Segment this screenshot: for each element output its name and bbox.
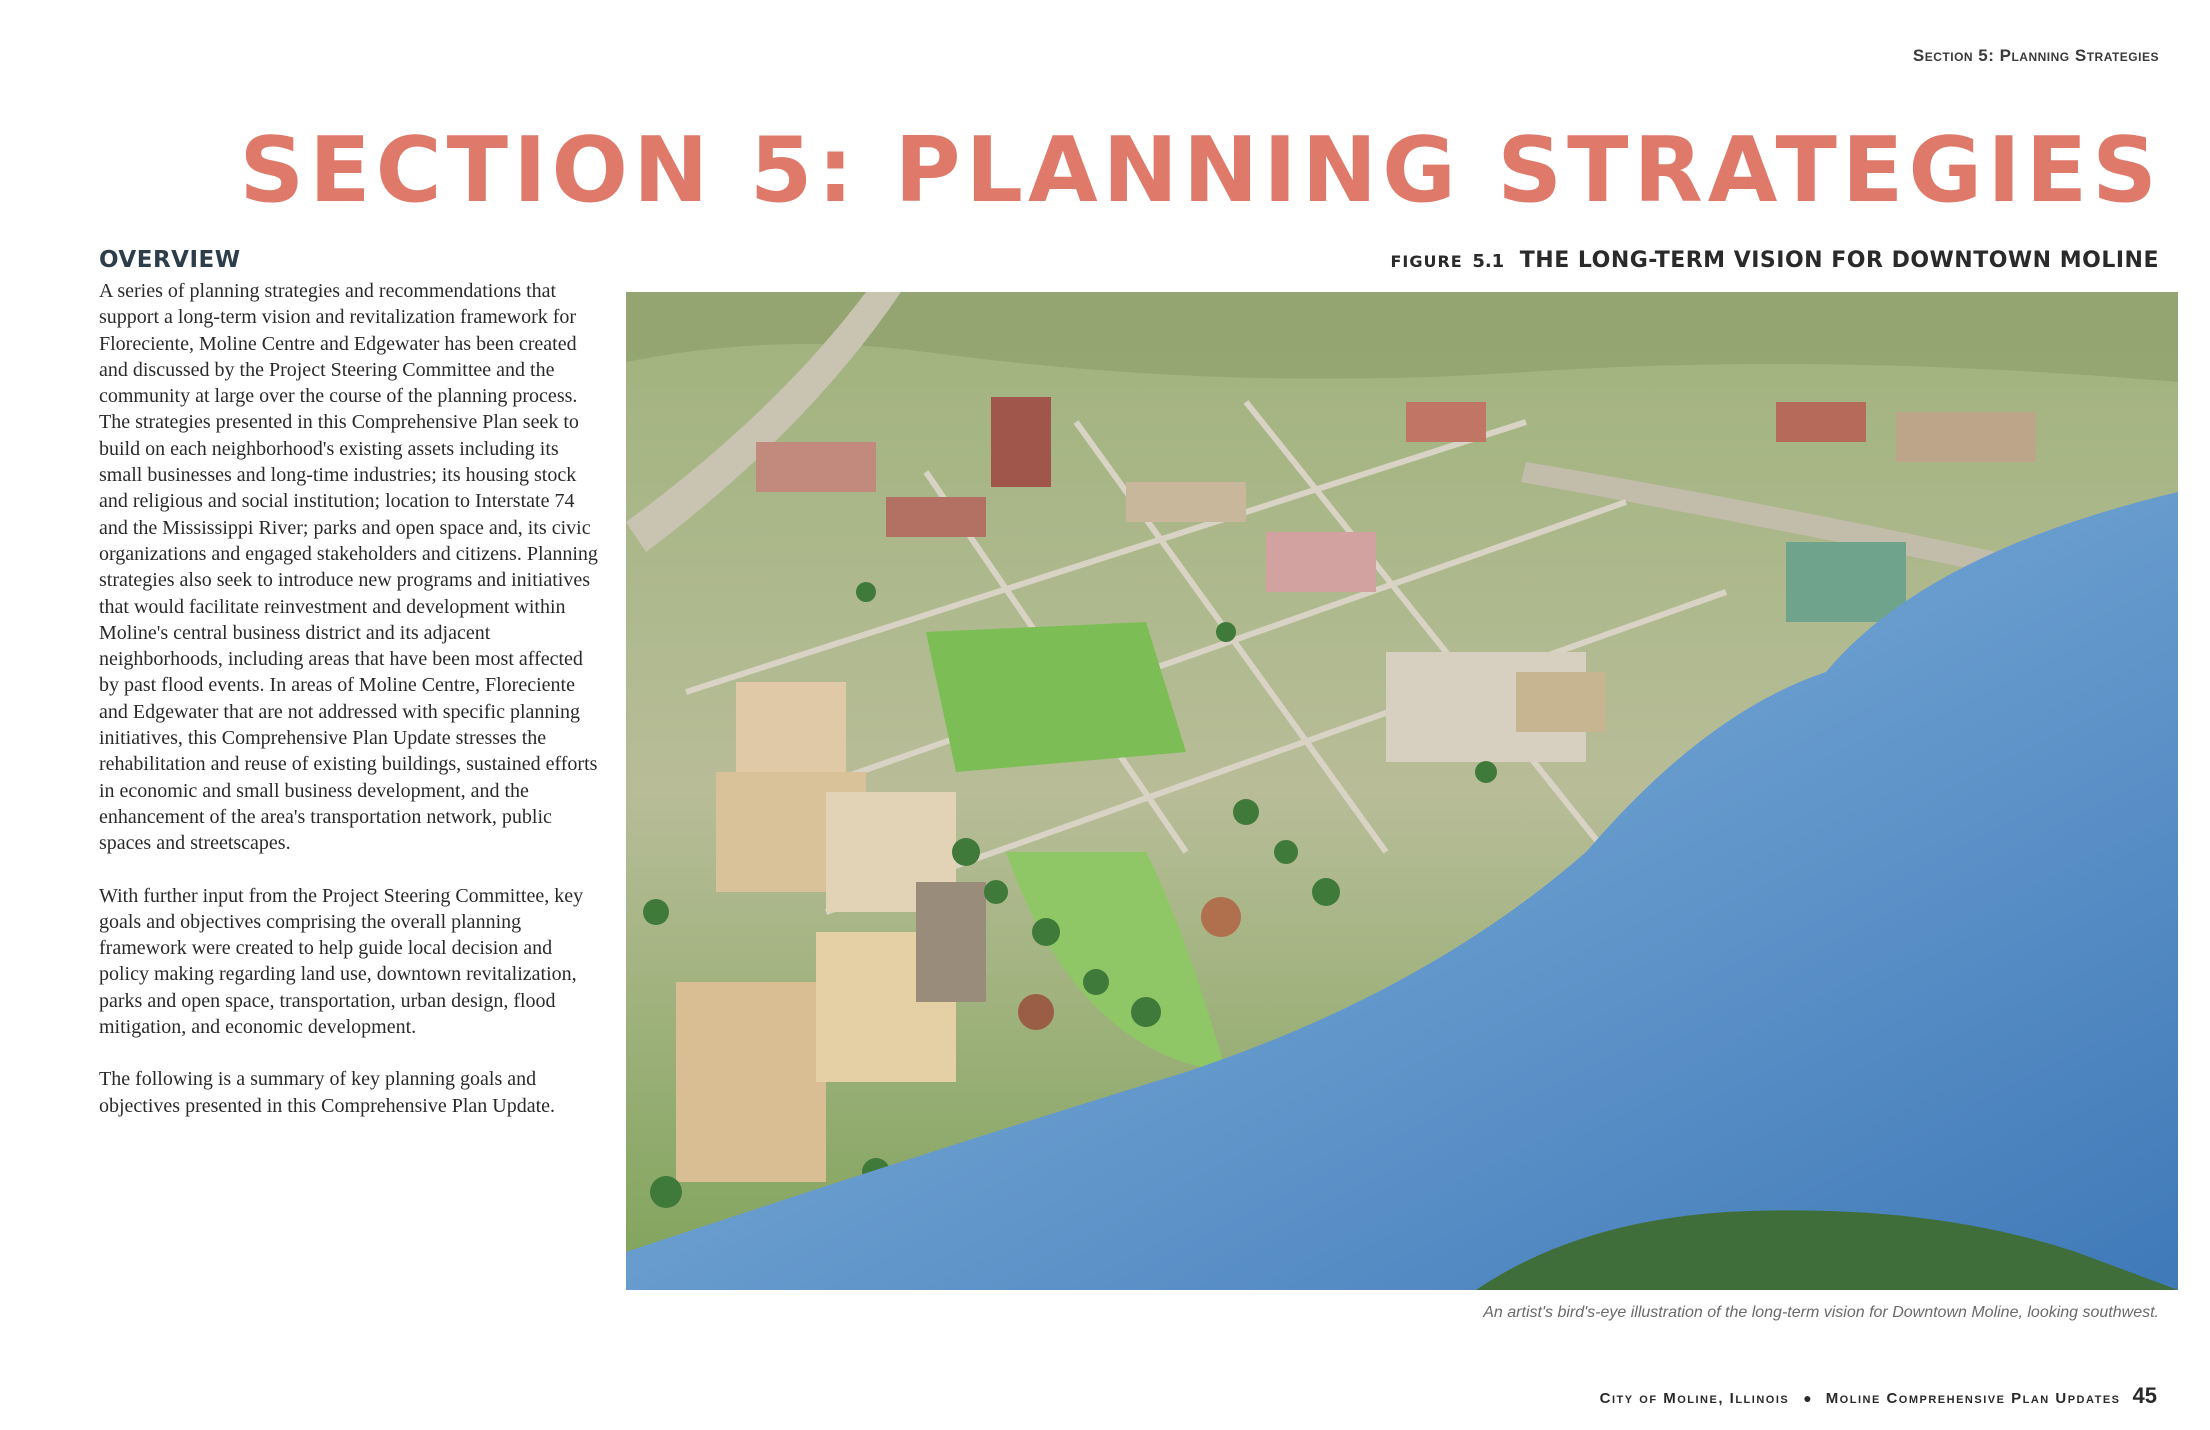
overview-body <box>99 278 604 1145</box>
page-number: 45 <box>2132 1383 2157 1408</box>
figure-title: THE LONG-TERM VISION FOR DOWNTOWN MOLINE <box>1519 248 2159 273</box>
overview-paragraph: The following is a summary of key planning goals and objectives presented in this Comprehensive Plan Update. <box>99 1068 556 1117</box>
figure-caption: An artist's bird's-eye illustration of the long-term vision for Downtown Moline, looking southwest. <box>1483 1304 2159 1321</box>
figure-label: FIGURE <box>1390 252 1463 271</box>
overview-paragraph: A series of planning strategies and recommendations that support a long-term vision and revitalization framework for Floreciente, Moline Centre and Edgewater has been created and discussed by the Project Steering Committee and the community at large over the course of the planning process. The strategies presented in this Comprehensive Plan seek to build on each neighborhood's existing assets including its small businesses and long-time industries; its housing stock and religious and social institution; location to Interstate 74 and the Mississippi River; parks and open space and, its civic organizations and engaged stakeholders and citizens. Planning strategies also seek to introduce new programs and initiatives that would facilitate reinvestment and development within Moline's central business district and its adjacent neighborhoods, including areas that have been most affected by past flood events. In areas of Moline Centre, Floreciente and Edgewater that are not addressed with specific planning initiatives, this Comprehensive Plan Update stresses the rehabilitation and reuse of existing buildings, sustained efforts in economic and small business development, and the enhancement of the area's transportation network, public spaces and streetscapes. <box>99 280 598 855</box>
footer-city: City of Moline, Illinois <box>1599 1390 1790 1407</box>
overview-heading: OVERVIEW <box>99 247 241 273</box>
footer-bullet: ● <box>1803 1390 1812 1406</box>
park-lawn <box>926 622 1186 772</box>
figure-heading <box>1390 248 2159 273</box>
section-title: SECTION 5: PLANNING STRATEGIES <box>239 118 2162 223</box>
figure-number: 5.1 <box>1472 251 1505 272</box>
overlook-pavilion <box>1018 994 1054 1030</box>
overview-paragraph: With further input from the Project Steering Committee, key goals and objectives comprising the overall planning framework were created to help guide local decision and policy making regarding land use, downtown revitalization, parks and open space, transportation, urban design, flood mitigation, and economic development. <box>99 884 584 1039</box>
page-footer <box>1600 1383 2157 1409</box>
footer-plan-title: Moline Comprehensive Plan Updates <box>1825 1390 2121 1407</box>
riverfront-pavilion <box>1201 897 1241 937</box>
downtown-vision-illustration <box>626 292 2178 1290</box>
running-header: Section 5: Planning Strategies <box>1912 46 2159 65</box>
birds-eye-illustration <box>626 292 2178 1290</box>
